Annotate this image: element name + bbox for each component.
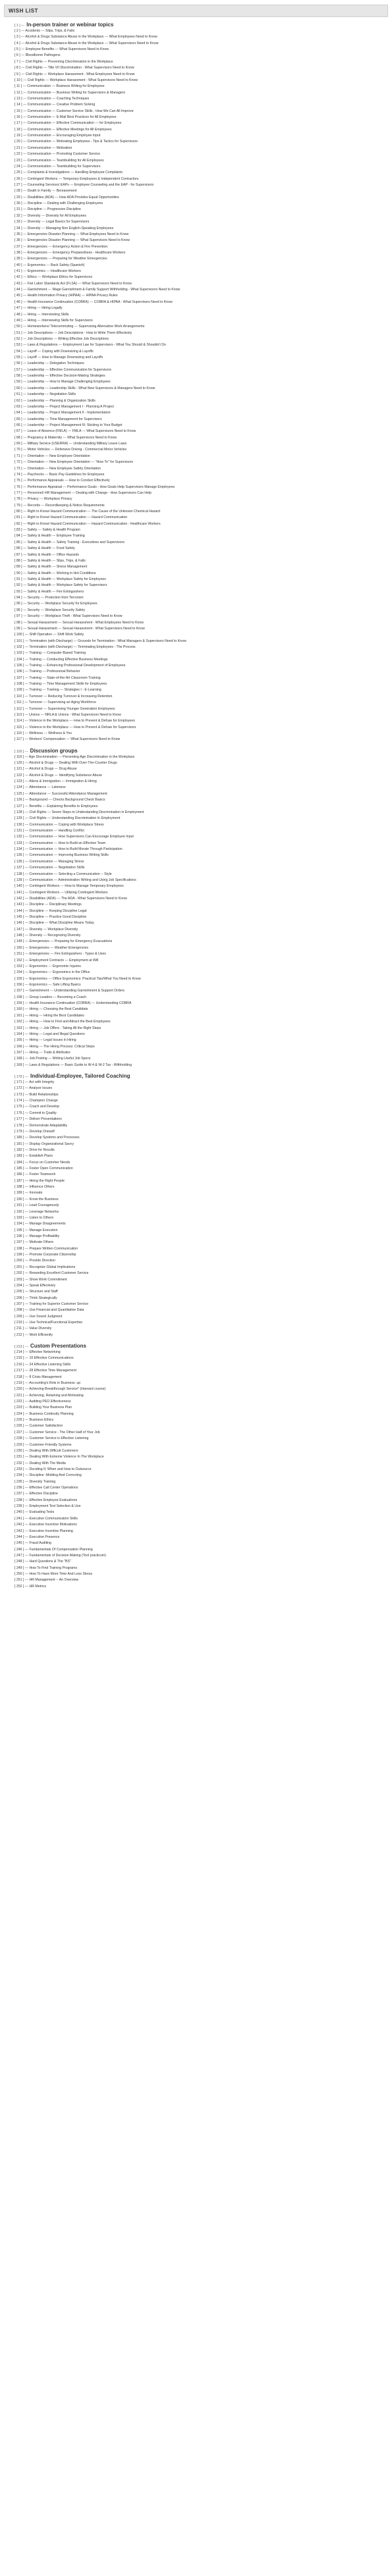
list-item: [ 207 ] --- Training for Superior Customer Service xyxy=(14,1301,89,1306)
list-item: [ 115 ] --- Violence in the Workplace --- How to Prevent & Defuse for Supervisors xyxy=(14,725,136,729)
list-item: [ 144 ] --- Discipline --- Keeping Discipline Legal xyxy=(14,908,87,913)
list-item: [ 217 ] --- 28 Effective Time Management xyxy=(14,1369,76,1373)
list-item: [ 120 ] --- Alcohol & Drugs --- Dealing With Over-The-Counter Drugs xyxy=(14,761,117,766)
list-item: [ 35 ] --- Emergencies Disaster Planning --- What Employees Need to Know xyxy=(14,232,129,236)
list-item: [ 177 ] --- Deliver Presentations xyxy=(14,1117,62,1122)
list-item: [ 20 ] --- Communication --- Motivating Employees - Tips & Tactics for Supervisors xyxy=(14,140,138,144)
list-item: [ 26 ] --- Contingent Workers --- Temporary Employees & Independent Contractors xyxy=(14,176,139,181)
list-item: [ 33 ] --- Diversity --- Legal Basics for Supervisors xyxy=(14,220,90,224)
list-item: [ 86 ] --- Safety & Health --- Food Safety xyxy=(14,546,75,551)
list-item: [ 60 ] --- Leadership --- Leadership Skills - What New Supervisors & Managers Need to Know xyxy=(14,386,155,390)
list-item: [ 199 ] --- Promote Corporate Citizenship xyxy=(14,1253,76,1257)
list-item: [ 198 ] --- Prepare Written Communication xyxy=(14,1246,78,1251)
list-item: [ 32 ] --- Diversity --- Diversity for All Employees xyxy=(14,213,86,218)
list-item: [ 37 ] --- Emergencies --- Emergency Action & Fire Prevention xyxy=(14,244,108,249)
list-item: [ 50 ] --- Homeworkers/ Telecommuting --- Supervising Alternative Work Arrangements xyxy=(14,325,145,329)
list-item: [ 122 ] --- Alcohol & Drugs --- Identifying Substance Abuse xyxy=(14,773,102,777)
list-item: [ 175 ] --- Coach and Develop xyxy=(14,1105,60,1109)
list-item: [ 157 ] --- Garnishment --- Understanding Garnishment & Support Orders xyxy=(14,989,125,993)
list-item: [ 186 ] --- Foster Teamwork xyxy=(14,1172,56,1177)
list-item: [ 200 ] --- Provide Direction xyxy=(14,1259,55,1263)
list-item: [ 178 ] --- Demonstrate Adaptability xyxy=(14,1123,68,1128)
list-item: [ 129 ] --- Civil Rights --- Understanding Discrimination In Employment xyxy=(14,816,121,821)
list-item: [ 43 ] --- Fair Labor Standards Act (FLSA) --- What Supervisors Need to Know xyxy=(14,281,132,286)
list-item: [ 38 ] --- Emergencies --- Emergency Preparedness - Healthcare Workers xyxy=(14,250,126,255)
list-item: [ 19 ] --- Communication --- Encouraging Employee Input xyxy=(14,134,101,138)
list-item: [ 83 ] --- Safety --- Safety & Health Program xyxy=(14,528,80,533)
list-item: [ 152 ] --- Employment Contracts --- Employment at Will xyxy=(14,958,99,962)
section-number: [ 170 ] --- xyxy=(14,1075,29,1080)
list-item: [ 10 ] --- Civil Rights --- Workplace Harassment - What Supervisors Need to Know xyxy=(14,78,138,82)
list-item: [ 219 ] --- Accounting's Role in Business: up xyxy=(14,1380,81,1385)
list-item: [ 187 ] --- Hiring the Right People xyxy=(14,1178,65,1183)
list-item: [ 15 ] --- Communication --- Customer Service Skills - How We Can All Improve xyxy=(14,109,134,113)
list-item: [ 112 ] --- Turnover --- Supervising Younger Generation Employees xyxy=(14,706,115,711)
list-item: [ 155 ] --- Ergonomics --- Office Ergonomics: Practical Tips/What You Need to Know xyxy=(14,976,141,981)
list-item: [ 6 ] --- Bloodborne Pathogens xyxy=(14,53,61,58)
list-item: [ 11 ] --- Communication --- Business Writing for Employees xyxy=(14,84,105,89)
list-item: [ 71 ] --- Orientation --- New Employee Orientation xyxy=(14,454,90,458)
list-item: [ 202 ] --- Rewarding Excellent Customer Service xyxy=(14,1271,89,1276)
list-item: [ 161 ] --- Hiring --- Hiring the Best Candidates xyxy=(14,1013,84,1018)
list-item: [ 171 ] --- Act with Integrity xyxy=(14,1080,55,1085)
list-item: [ 62 ] --- Leadership --- Planning & Organization Skills xyxy=(14,398,96,403)
list-item: [ 229 ] --- Customer-Friendly Systems xyxy=(14,1442,72,1447)
list-item: [ 28 ] --- Death in Family --- Bereavement xyxy=(14,189,77,194)
list-item: [ 76 ] --- Performance Appraisal --- Performance Goals - How Goals Help Supervisors Manage Employees xyxy=(14,485,175,489)
section-number: [ 118 ] --- xyxy=(14,749,28,754)
list-item: [ 42 ] --- Ethics --- Workplace Ethics for Supervisors xyxy=(14,275,93,280)
list-item: [ 39 ] --- Emergencies --- Preparing for Weather Emergencies xyxy=(14,257,107,261)
list-item: [ 121 ] --- Alcohol & Drugs --- Drug Abuse xyxy=(14,767,77,772)
list-item: [ 153 ] --- Ergonomics --- Ergonomic Injuries xyxy=(14,964,81,968)
list-item: [ 224 ] --- Business Continuity Planning xyxy=(14,1411,74,1416)
list-item: [ 17 ] --- Communication --- Effective Communication --- for Employees xyxy=(14,121,122,126)
list-item: [ 16 ] --- Communication --- E-Mail Best Practices for All Employees xyxy=(14,115,117,120)
list-item: [ 148 ] --- Diversity --- Recognizing Diversity xyxy=(14,933,81,938)
list-item: [ 173 ] --- Build Relationships xyxy=(14,1092,59,1097)
list-item: [ 34 ] --- Diversity --- Managing Non English-Speaking Employees xyxy=(14,226,114,230)
section-title: In-person trainer or webinar topics xyxy=(26,22,114,28)
list-item: [ 132 ] --- Communication --- How Supervisors Can Encourage Employee Input xyxy=(14,835,134,839)
section-number: [ 213 ] --- xyxy=(14,1345,29,1350)
list-item: [ 108 ] --- Training --- Time Management Skills for Employees xyxy=(14,682,107,687)
list-item: [ 66 ] --- Leadership --- Project Management III: Sticking to Your Budget xyxy=(14,423,123,427)
list-item: [ 130 ] --- Communication --- Coping with Workplace Stress xyxy=(14,822,104,827)
list-item: [ 242 ] --- Executive Incentive Motivations xyxy=(14,1523,77,1527)
list-item: [ 44 ] --- Garnishment --- Wage Garnishment & Family Support Withholding - What Supervisors Need to Know xyxy=(14,288,181,292)
list-item: [ 23 ] --- Communication --- Teambuilding for All Employees xyxy=(14,158,104,163)
list-item: [ 194 ] --- Manage Disagreements xyxy=(14,1222,66,1226)
list-item: [ 133 ] --- Communication --- How to Build an Effective Team xyxy=(14,841,106,845)
list-item: [ 143 ] --- Discipline --- Disciplinary Meetings xyxy=(14,903,82,907)
list-item: [ 180 ] --- Develop Systems and Processes xyxy=(14,1136,80,1140)
list-item: [ 247 ] --- Fundamentals of Decision Making (Tool practicum) xyxy=(14,1553,106,1558)
list-item: [ 141 ] --- Contingent Workers --- Utilizing Contingent Workers xyxy=(14,890,108,895)
section xyxy=(14,1342,388,1590)
list-item: [ 110 ] --- Turnover --- Reducing Turnover & Increasing Retention xyxy=(14,694,113,698)
list-item: [ 77 ] --- Personnel/ HR Management --- Dealing with Change - How Supervisors Can Help xyxy=(14,490,152,495)
list-item: [ 59 ] --- Leadership --- How to Manage Challenging Employees xyxy=(14,380,111,384)
section xyxy=(14,21,388,743)
list-item: [ 234 ] --- Discipline -Molding And Correcting xyxy=(14,1473,82,1478)
list-item: [ 3 ] --- Alcohol & Drugs Substance Abuse in the Workplace --- What Employees Need to Know xyxy=(14,35,157,39)
list-item: [ 185 ] --- Foster Open Communication xyxy=(14,1167,73,1171)
list-item: [ 36 ] --- Emergencies Disaster Planning --- What Supervisors Need to Know xyxy=(14,238,130,243)
section xyxy=(14,747,388,1068)
list-item: [ 149 ] --- Emergencies --- Preparing for Emergency Evacuations xyxy=(14,939,113,944)
list-item: [ 243 ] --- Executive Incentive Planning xyxy=(14,1529,73,1533)
list-item: [ 140 ] --- Contingent Workers --- How to Manage Temporary Employees xyxy=(14,884,124,889)
list-item: [ 127 ] --- Benefits --- Explaining Benefits to Employees xyxy=(14,804,98,808)
list-item: [ 58 ] --- Leadership --- Effective Decision-Making Strategies xyxy=(14,374,105,379)
list-item: [ 142 ] --- Disabilities (ADA) --- The ADA - What Supervisors Need to Know xyxy=(14,896,127,901)
list-item: [ 216 ] --- 24 Effective Listening Skills xyxy=(14,1362,71,1367)
list-item: [ 154 ] --- Ergonomics --- Ergonomics in the Office xyxy=(14,970,90,975)
list-item: [ 24 ] --- Communication --- Teambuilding for Supervisors xyxy=(14,164,101,169)
list-item: [ 164 ] --- Hiring --- Legal and Illegal Questions xyxy=(14,1032,85,1036)
list-item: [ 75 ] --- Performance Appraisals --- How to Conduct Effectively xyxy=(14,479,110,483)
list-item: [ 250 ] --- How To Have More Time And Less Stress xyxy=(14,1572,93,1577)
list-item: [ 41 ] --- Ergonomics --- Healthcare Workers xyxy=(14,269,81,274)
wish-list xyxy=(0,21,392,1590)
list-item: [ 30 ] --- Discipline --- Dealing with Challenging Employees xyxy=(14,201,103,206)
list-item: [ 21 ] --- Communication --- Motivation xyxy=(14,145,72,150)
section xyxy=(14,1072,388,1338)
list-item: [ 146 ] --- Discipline --- What Discipline Means Today xyxy=(14,921,94,926)
list-item: [ 226 ] --- Customer Satisfaction xyxy=(14,1424,63,1429)
list-item: [ 65 ] --- Leadership --- Time Management for Supervisors xyxy=(14,417,102,421)
section-title: Individual-Employee, Tailored Coaching xyxy=(30,1073,130,1080)
section-title: Discussion groups xyxy=(30,747,78,754)
list-item: [ 61 ] --- Leadership --- Negotiation Skills xyxy=(14,392,76,397)
list-item: [ 69 ] --- Military Service (USERRA) --- Understanding Military Leave Laws xyxy=(14,442,127,446)
list-item: [ 225 ] --- Business Ethics xyxy=(14,1418,54,1423)
section-number: [ 1 ] --- xyxy=(14,24,25,28)
list-item: [ 240 ] --- Evaluating Tests xyxy=(14,1510,55,1515)
list-item: [ 67 ] --- Leave of Absence (FMLA) --- FMLA --- What Supervisors Need to Know xyxy=(14,429,136,434)
list-item: [ 210 ] --- Use Technical/Functional Expertise xyxy=(14,1321,83,1325)
list-item: [ 78 ] --- Privacy --- Workplace Privacy xyxy=(14,497,72,502)
section-heading xyxy=(14,747,388,754)
list-item: [ 246 ] --- Fundamentals Of Compensation Planning xyxy=(14,1547,93,1552)
list-item: [ 201 ] --- Recognize Global Implications xyxy=(14,1265,76,1269)
page-title: WISH LIST xyxy=(4,5,388,17)
list-item: [ 211 ] --- Value Diversity xyxy=(14,1327,52,1331)
list-item: [ 124 ] --- Attendance --- Lateness xyxy=(14,785,66,790)
list-item: [ 251 ] --- HR Management -- An Overview xyxy=(14,1578,79,1583)
list-item: [ 206 ] --- Think Strategically xyxy=(14,1296,57,1300)
list-item: [ 114 ] --- Violence in the Workplace --- How to Prevent & Defuse for Employees xyxy=(14,719,135,723)
list-item: [ 53 ] --- Laws & Regulations --- Employment Law for Supervisors - What You Should & Shouldn't Do xyxy=(14,343,166,348)
list-item: [ 195 ] --- Manage Execution xyxy=(14,1228,58,1232)
list-item: [ 111 ] --- Turnover --- Supervising an Aging Workforce xyxy=(14,700,96,705)
list-item: [ 233 ] --- Deciding If, When and How to Outsource xyxy=(14,1467,92,1471)
list-item: [ 92 ] --- Safety & Health --- Workplace Safety for Supervisors xyxy=(14,583,107,588)
list-item: [ 47 ] --- Hiring --- Hiring Legally xyxy=(14,306,63,311)
list-item: [ 27 ] --- Counseling Services/ EAPs --- Employee Counseling and the EAP - for Supervisors xyxy=(14,182,154,187)
list-item: [ 205 ] --- Structure and Staff xyxy=(14,1290,58,1294)
list-item: [ 193 ] --- Listen to Others xyxy=(14,1215,54,1220)
list-item: [ 188 ] --- Influence Others xyxy=(14,1185,55,1190)
list-item: [ 52 ] --- Job Descriptions --- Writing Effective Job Descriptions xyxy=(14,336,109,341)
list-item: [ 235 ] --- Diversity Training xyxy=(14,1479,56,1484)
list-item: [ 209 ] --- Use Sound Judgment xyxy=(14,1314,63,1319)
list-item: [ 220 ] --- Achieving Breakthrough Service* (Harvard course) xyxy=(14,1387,106,1392)
list-item: [ 204 ] --- Speak Effectively xyxy=(14,1283,56,1288)
list-item: [ 13 ] --- Communication --- Coaching Techniques xyxy=(14,96,90,101)
list-item: [ 169 ] --- Laws & Regulations --- Basic Guide to W-4 & W-2 Tax - Withholding xyxy=(14,1063,132,1067)
list-item: [ 87 ] --- Safety & Health --- Office Hazards xyxy=(14,552,79,557)
list-item: [ 163 ] --- Hiring --- Job Offers - Taking All the Right Steps xyxy=(14,1026,101,1030)
list-item: [ 222 ] --- Auditing PEO Effectiveness xyxy=(14,1399,71,1404)
list-item: [ 215 ] --- 10 Effective Communications xyxy=(14,1356,74,1361)
list-item: [ 196 ] --- Manage Profitability xyxy=(14,1234,60,1238)
list-item: [ 101 ] --- Termination (with Discharge) --- Grounds for Termination - What Managers & Supervisors Need to Know xyxy=(14,639,186,643)
list-item: [ 126 ] --- Background --- Checks Background Check Basics xyxy=(14,798,105,802)
list-item: [ 192 ] --- Leverage Networks xyxy=(14,1209,59,1214)
list-item: [ 74 ] --- Paychecks --- Basic Pay Guidelines for Employees xyxy=(14,472,105,477)
list-item: [ 248 ] --- Hard Questions & The "BS" xyxy=(14,1560,71,1564)
list-item: [ 218 ] --- 8 Crisis Management xyxy=(14,1375,62,1379)
list-item: [ 2 ] --- Accidents --- Slips, Trips, & Falls xyxy=(14,29,75,33)
list-item: [ 197 ] --- Motivate Others xyxy=(14,1240,54,1245)
list-item: [ 239 ] --- Employment Test Selection & Use xyxy=(14,1504,81,1509)
list-item: [ 22 ] --- Communication --- Promoting Customer Service xyxy=(14,152,101,157)
list-item: [ 5 ] --- Employee Benefits --- What Supervisors Need to Know xyxy=(14,47,109,52)
list-item: [ 73 ] --- Orientation --- New Employee Safety Orientation xyxy=(14,466,101,471)
section-title: Custom Presentations xyxy=(30,1343,86,1350)
list-item: [ 12 ] --- Communication --- Business Writing for Supervisors & Managers xyxy=(14,90,125,95)
list-item: [ 40 ] --- Ergonomics --- Back Safety (Spanish) xyxy=(14,263,85,267)
list-item: [ 232 ] --- Dealing With The Media xyxy=(14,1461,66,1465)
list-item: [ 136 ] --- Communication --- Managing Stress xyxy=(14,859,84,864)
list-item: [ 183 ] --- Establish Plans xyxy=(14,1154,53,1159)
list-item: [ 105 ] --- Training --- Enhancing Professional Development of Employees xyxy=(14,664,126,668)
list-item: [ 68 ] --- Pregnancy & Maternity --- What Supervisors Need to Know xyxy=(14,435,117,440)
list-item: [ 227 ] --- Customer Service - The Other Half of Your Job xyxy=(14,1430,100,1434)
list-item: [ 48 ] --- Hiring --- Interviewing Skills xyxy=(14,312,69,317)
list-item: [ 137 ] --- Communication --- Negotiation Skills xyxy=(14,866,85,870)
list-item: [ 45 ] --- Health Information Privacy (HIPAA) --- HIPAA Privacy Rules xyxy=(14,294,118,298)
list-item: [ 145 ] --- Discipline --- Practice Good Discipline xyxy=(14,915,87,920)
list-item: [ 179 ] --- Develop Oneself xyxy=(14,1129,55,1134)
list-item: [ 102 ] --- Termination (with Discharge) --- Terminating Employees - The Process xyxy=(14,644,136,649)
list-item: [ 4 ] --- Alcohol & Drugs Substance Abuse in the Workplace --- What Supervisors Need to Know xyxy=(14,41,159,45)
list-item: [ 117 ] --- Workers' Compensation --- What Supervisors Need to Know xyxy=(14,737,121,742)
list-item: [ 113 ] --- Unions --- NRLA & Unions - What Supervisors Need to Know xyxy=(14,712,121,717)
list-item: [ 7 ] --- Civil Rights --- Preventing Discrimination in the Workplace xyxy=(14,59,113,64)
list-item: [ 90 ] --- Safety & Health --- Working in Hot Conditions xyxy=(14,571,96,575)
list-item: [ 82 ] --- Right to Know/ Hazard Communication --- Hazard Communication - Healthcare Workers xyxy=(14,521,161,526)
list-item: [ 49 ] --- Hiring --- Interviewing Skills for Supervisors xyxy=(14,318,93,323)
list-item: [ 79 ] --- Records --- Recordkeeping & Notice Requirements xyxy=(14,503,105,508)
list-item: [ 8 ] --- Civil Rights --- Title VII Discrimination - What Supervisors Need to Know xyxy=(14,66,134,70)
list-item: [ 182 ] --- Drive for Results xyxy=(14,1147,55,1152)
list-item: [ 241 ] --- Executive Communication Skills xyxy=(14,1516,78,1521)
list-item: [ 81 ] --- Right to Know/ Hazard Communication --- Hazard Communication xyxy=(14,515,128,520)
list-item: [ 123 ] --- Aliens & Immigration --- Immigration & Hiring xyxy=(14,779,97,784)
list-item: [ 125 ] --- Attendance --- Successful Attendance Management xyxy=(14,791,107,796)
section-heading xyxy=(14,1342,388,1350)
list-item: [ 31 ] --- Discipline --- Progressive Discipline xyxy=(14,207,81,212)
list-item: [ 84 ] --- Safety & Health --- Employee Training xyxy=(14,534,85,539)
list-item: [ 191 ] --- Lead Courageously xyxy=(14,1203,59,1208)
list-item: [ 151 ] --- Emergencies --- Fire Extinguishers - Types & Uses xyxy=(14,952,106,957)
list-item: [ 85 ] --- Safety & Health --- Safety Training - Executives and Supervisors xyxy=(14,540,125,544)
list-item: [ 237 ] --- Effective Discipline xyxy=(14,1492,58,1496)
list-item: [ 25 ] --- Complaints & Investigations --- Handling Employee Complaints xyxy=(14,171,123,175)
list-item: [ 107 ] --- Training --- State-of-the-Art Classroom Training xyxy=(14,675,101,680)
list-item: [ 9 ] --- Civil Rights --- Workplace Harassment - What Employees Need to Know xyxy=(14,72,135,76)
list-item: [ 159 ] --- Health Insurance Continuation (COBRA) --- Understanding COBRA xyxy=(14,1001,132,1006)
list-item: [ 106 ] --- Training --- Professional Behavior xyxy=(14,670,80,674)
list-item: [ 244 ] --- Executive Presence xyxy=(14,1535,60,1539)
list-item: [ 168 ] --- Job Posting --- Writing Useful Job Specs xyxy=(14,1057,91,1061)
list-item: [ 162 ] --- Hiring --- How to Find and Attract the Best Employees xyxy=(14,1020,111,1024)
list-item: [ 228 ] --- Customer Service is Effective Listening xyxy=(14,1436,89,1441)
list-item: [ 128 ] --- Civil Rights --- Seven Steps to Understanding Discrimination in Employment xyxy=(14,810,144,814)
list-item: [ 139 ] --- Communication --- Administration Writing and Using Job Specifications xyxy=(14,878,136,882)
list-item: [ 252 ] --- HR Metrics xyxy=(14,1584,47,1589)
list-item: [ 91 ] --- Safety & Health --- Workplace Safety for Employees xyxy=(14,577,106,581)
list-item: [ 93 ] --- Safety & Health --- Fire Extinguishers xyxy=(14,589,84,594)
list-item: [ 231 ] --- Dealing With Extreme Violence In The Workplace xyxy=(14,1455,104,1459)
section-heading xyxy=(14,1072,388,1080)
list-item: [ 46 ] --- Health Insurance Continuation (COBRA) --- COBRA & HIPAA - What Supervisors Need to Know xyxy=(14,300,173,304)
list-item: [ 150 ] --- Emergencies --- Weather Emergencies xyxy=(14,945,89,950)
list-item: [ 88 ] --- Safety & Health --- Slips, Trips, & Falls xyxy=(14,558,86,563)
list-item: [ 147 ] --- Diversity --- Workplace Diversity xyxy=(14,927,78,932)
list-item: [ 96 ] --- Security --- Workplace Security Safety xyxy=(14,608,86,612)
list-item: [ 174 ] --- Champion Change xyxy=(14,1099,58,1103)
list-item: [ 63 ] --- Leadership --- Project Management I - Planning A Project xyxy=(14,404,114,409)
list-item: [ 135 ] --- Communication --- Improving Business Writing Skills xyxy=(14,853,109,858)
list-item: [ 14 ] --- Communication --- Creative Problem Solving xyxy=(14,103,96,107)
list-item: [ 245 ] --- Fraud Auditing xyxy=(14,1541,51,1546)
list-item: [ 134 ] --- Communication --- How to Build Morale Through Participation xyxy=(14,847,123,852)
list-item: [ 181 ] --- Display Organizational Savvy xyxy=(14,1142,74,1146)
list-item: [ 104 ] --- Training --- Conducting Effective Business Meetings xyxy=(14,657,108,662)
list-item: [ 160 ] --- Hiring --- Choosing the Best Candidate xyxy=(14,1007,88,1012)
list-item: [ 103 ] --- Training --- Computer-Based Training xyxy=(14,651,86,656)
list-item: [ 51 ] --- Job Descriptions --- Job Descriptions - How to Write Them Effectively xyxy=(14,330,132,335)
list-item: [ 70 ] --- Motor Vehicles --- Defensive Driving - Commercial Motor Vehicles xyxy=(14,448,127,452)
list-item: [ 214 ] --- Effective Networking xyxy=(14,1350,61,1355)
list-item: [ 109 ] --- Training --- Training --- Strategies I - E-Learning xyxy=(14,688,101,693)
list-item: [ 89 ] --- Safety & Health --- Stress Management xyxy=(14,565,88,569)
list-item: [ 131 ] --- Communication --- Handling Conflict xyxy=(14,829,84,833)
list-item: [ 97 ] --- Security --- Workplace Theft - What Supervisors Need to Know xyxy=(14,614,123,619)
list-item: [ 56 ] --- Leadership --- Delegation Techniques xyxy=(14,361,84,366)
list-item: [ 100 ] --- Shift Operation --- Shift Work Safety xyxy=(14,633,84,637)
section-heading xyxy=(14,21,388,28)
list-item: [ 238 ] --- Effective Employee Evaluations xyxy=(14,1498,78,1502)
list-item: [ 208 ] --- Use Financial and Quantitative Data xyxy=(14,1308,84,1313)
list-item: [ 94 ] --- Security --- Protection from Terrorism xyxy=(14,596,84,600)
list-item: [ 116 ] --- Wellness --- Wellness & You xyxy=(14,731,72,735)
list-item: [ 236 ] --- Effective Call Center Operations xyxy=(14,1486,78,1490)
list-item: [ 221 ] --- Achieving, Retaining and Motivating xyxy=(14,1393,84,1398)
list-item: [ 156 ] --- Ergonomics --- Safe Lifting Basics xyxy=(14,982,81,987)
list-item: [ 212 ] --- Work Efficiently xyxy=(14,1332,53,1337)
list-item: [ 230 ] --- Dealing With Difficult Customers xyxy=(14,1448,78,1453)
list-item: [ 29 ] --- Disabilities (ADA) --- How ADA Provides Equal Opportunities xyxy=(14,195,119,199)
list-item: [ 158 ] --- Group Leaders --- Becoming a Coach xyxy=(14,995,86,999)
list-item: [ 203 ] --- Show Work Commitment xyxy=(14,1277,67,1282)
list-item: [ 18 ] --- Communication --- Effective Meetings for All Employees xyxy=(14,127,112,132)
list-item: [ 138 ] --- Communication --- Selecting a Communication -- Style xyxy=(14,872,112,876)
list-item: [ 223 ] --- Building Your Business Plan xyxy=(14,1406,72,1410)
list-item: [ 176 ] --- Commit to Quality xyxy=(14,1111,57,1115)
list-item: [ 167 ] --- Hiring --- Traits & Attributes xyxy=(14,1050,70,1055)
list-item: [ 57 ] --- Leadership --- Effective Communication for Supervisors xyxy=(14,367,111,372)
list-item: [ 249 ] --- How To Find Training Programs xyxy=(14,1565,78,1570)
list-item: [ 95 ] --- Security --- Workplace Security for Employees xyxy=(14,602,98,606)
list-item: [ 54 ] --- Layoff --- Coping with Downsizing & Layoffs xyxy=(14,349,94,354)
list-item: [ 184 ] --- Focus on Customer Needs xyxy=(14,1160,70,1165)
list-item: [ 99 ] --- Sexual Harassment --- Sexual Harassment - What Supervisors Need to Know xyxy=(14,626,145,631)
list-item: [ 190 ] --- Know the Business xyxy=(14,1197,59,1201)
list-item: [ 166 ] --- Hiring --- The Hiring Process: Critical Steps xyxy=(14,1044,95,1049)
list-item: [ 64 ] --- Leadership --- Project Management II - Implementation xyxy=(14,411,111,415)
list-item: [ 189 ] --- Innovate xyxy=(14,1191,43,1196)
list-item: [ 165 ] --- Hiring --- Legal Issues in Hiring xyxy=(14,1038,76,1043)
list-item: [ 119 ] --- Age Discrimination --- Preventing Age Discrimination in the Workplace xyxy=(14,754,135,759)
list-item: [ 55 ] --- Layoff --- How to Manage Downsizing and Layoffs xyxy=(14,355,103,360)
list-item: [ 80 ] --- Right to Know/ Hazard Communication --- The Cause of the Unknown Chemical Hazard xyxy=(14,510,161,514)
list-item: [ 98 ] --- Sexual Harassment --- Sexual Harassment - What Employees Need to Know xyxy=(14,620,144,625)
list-item: [ 72 ] --- Orientation --- New Employee Orientation --- "How To" for Supervisors xyxy=(14,460,134,465)
list-item: [ 172 ] --- Analyze Issues xyxy=(14,1086,53,1091)
